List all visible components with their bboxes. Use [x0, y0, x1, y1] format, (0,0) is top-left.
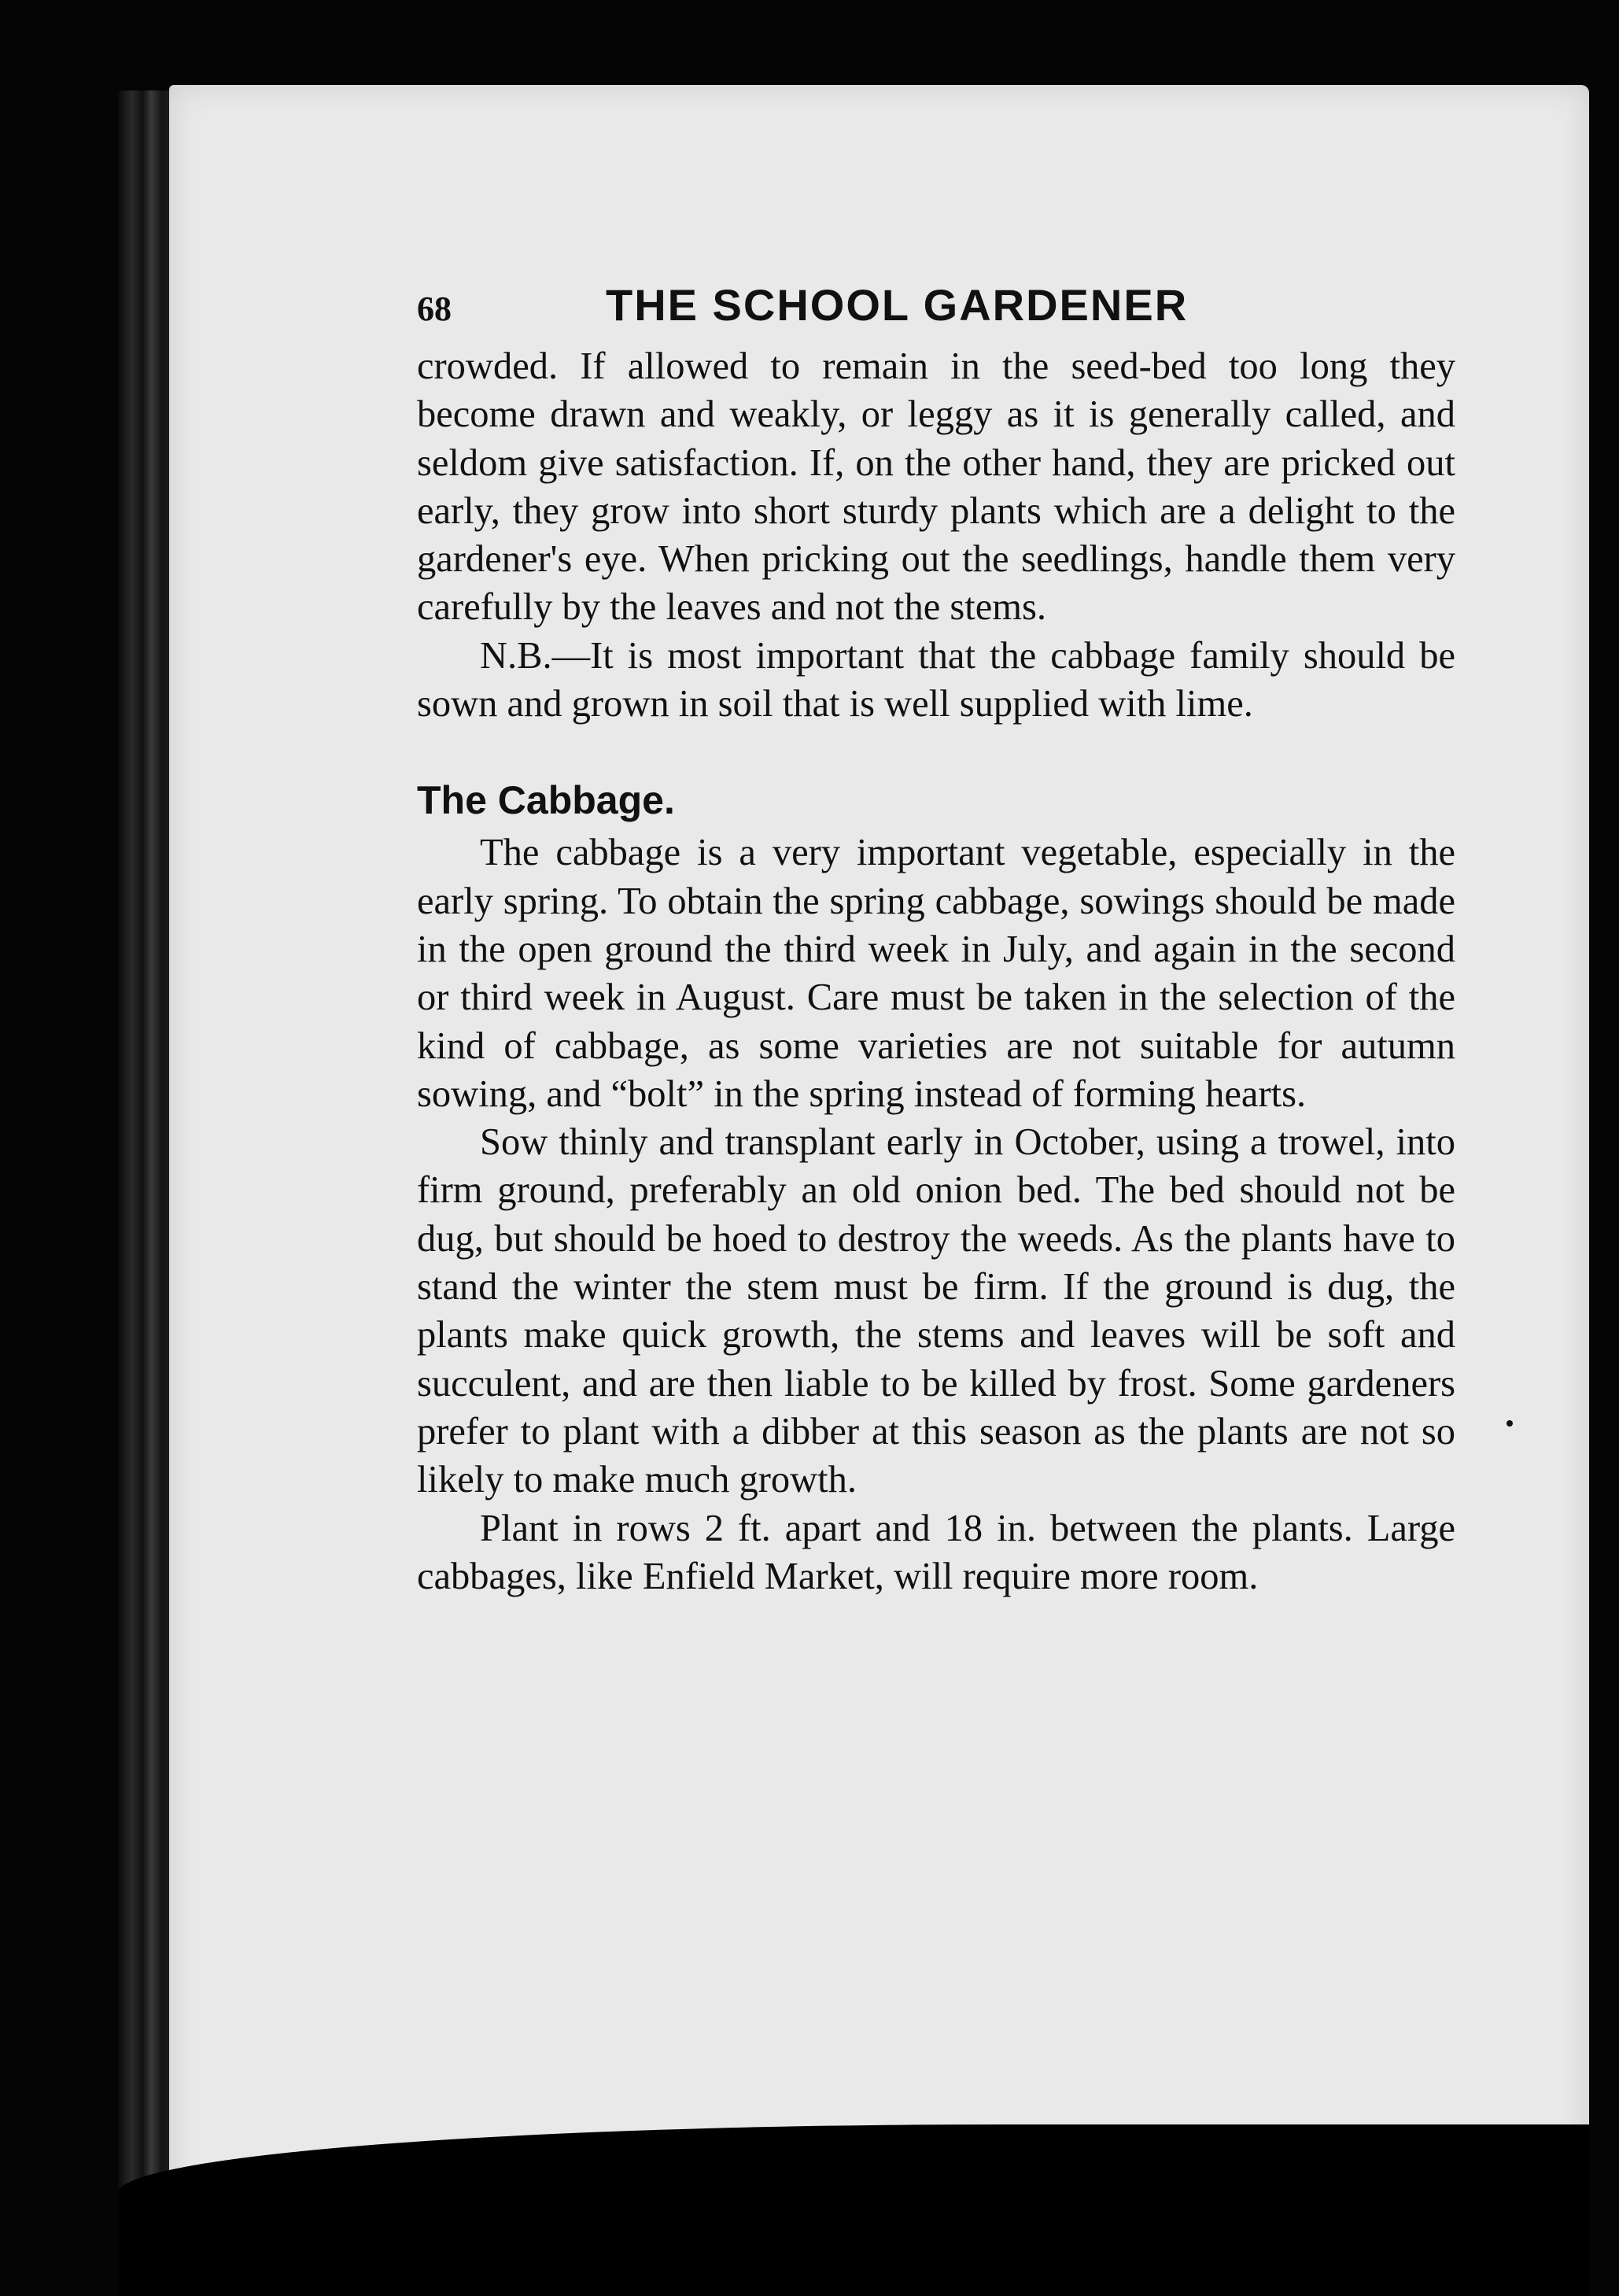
ink-speck	[1507, 1420, 1513, 1427]
paragraph-crowded: crowded. If allowed to remain in the seed-bed too long they become drawn and weakly, or leggy as it is generally called, and seldom give satisfaction. If, on the other hand, they are pricked out early, they grow into short sturdy plants which are a delight to the gardener's eye. When pricking out the seedlings, handle them very carefully by the leaves and not the stems.	[417, 345, 1455, 629]
page-number: 68	[417, 290, 452, 328]
paragraph-cabbage-intro: The cabbage is a very important vegetable, especially in the early spring. To obtain the spring cabbage, sowings should be made in the open ground the third week in July, and again in the second or third week in August. Care must be taken in the selection of the kind of cabbage, as some varieties are not suitable for autumn sowing, and “bolt” in the spring instead of forming hearts.	[417, 832, 1455, 1115]
paragraph-planting: Plant in rows 2 ft. apart and 18 in. between the plants. Large cabbages, like Enfield Market, will require more room.	[417, 1507, 1455, 1597]
page-bottom-shadow	[118, 2124, 1589, 2296]
paragraph-sowing: Sow thinly and transplant early in October, using a trowel, into firm ground, preferably an old onion bed. The bed should not be dug, but should be hoed to destroy the weeds. As the plants have to stand the winter the stem must be firm. If the ground is dug, the plants make quick growth, the stems and leaves will be soft and succulent, and are then liable to be killed by frost. Some gardeners prefer to plant with a dibber at this season as the plants are not so likely to make much growth.	[417, 1121, 1455, 1501]
running-head	[417, 279, 1455, 342]
running-title: THE SCHOOL GARDENER	[606, 280, 1189, 330]
page-text-block	[417, 279, 1455, 1600]
section-heading-cabbage: The Cabbage.	[417, 778, 675, 823]
book-spine-edge	[118, 90, 173, 2207]
paragraph-nota-bene: N.B.—It is most important that the cabbage family should be sown and grown in soil that is well supplied with lime.	[417, 634, 1455, 725]
